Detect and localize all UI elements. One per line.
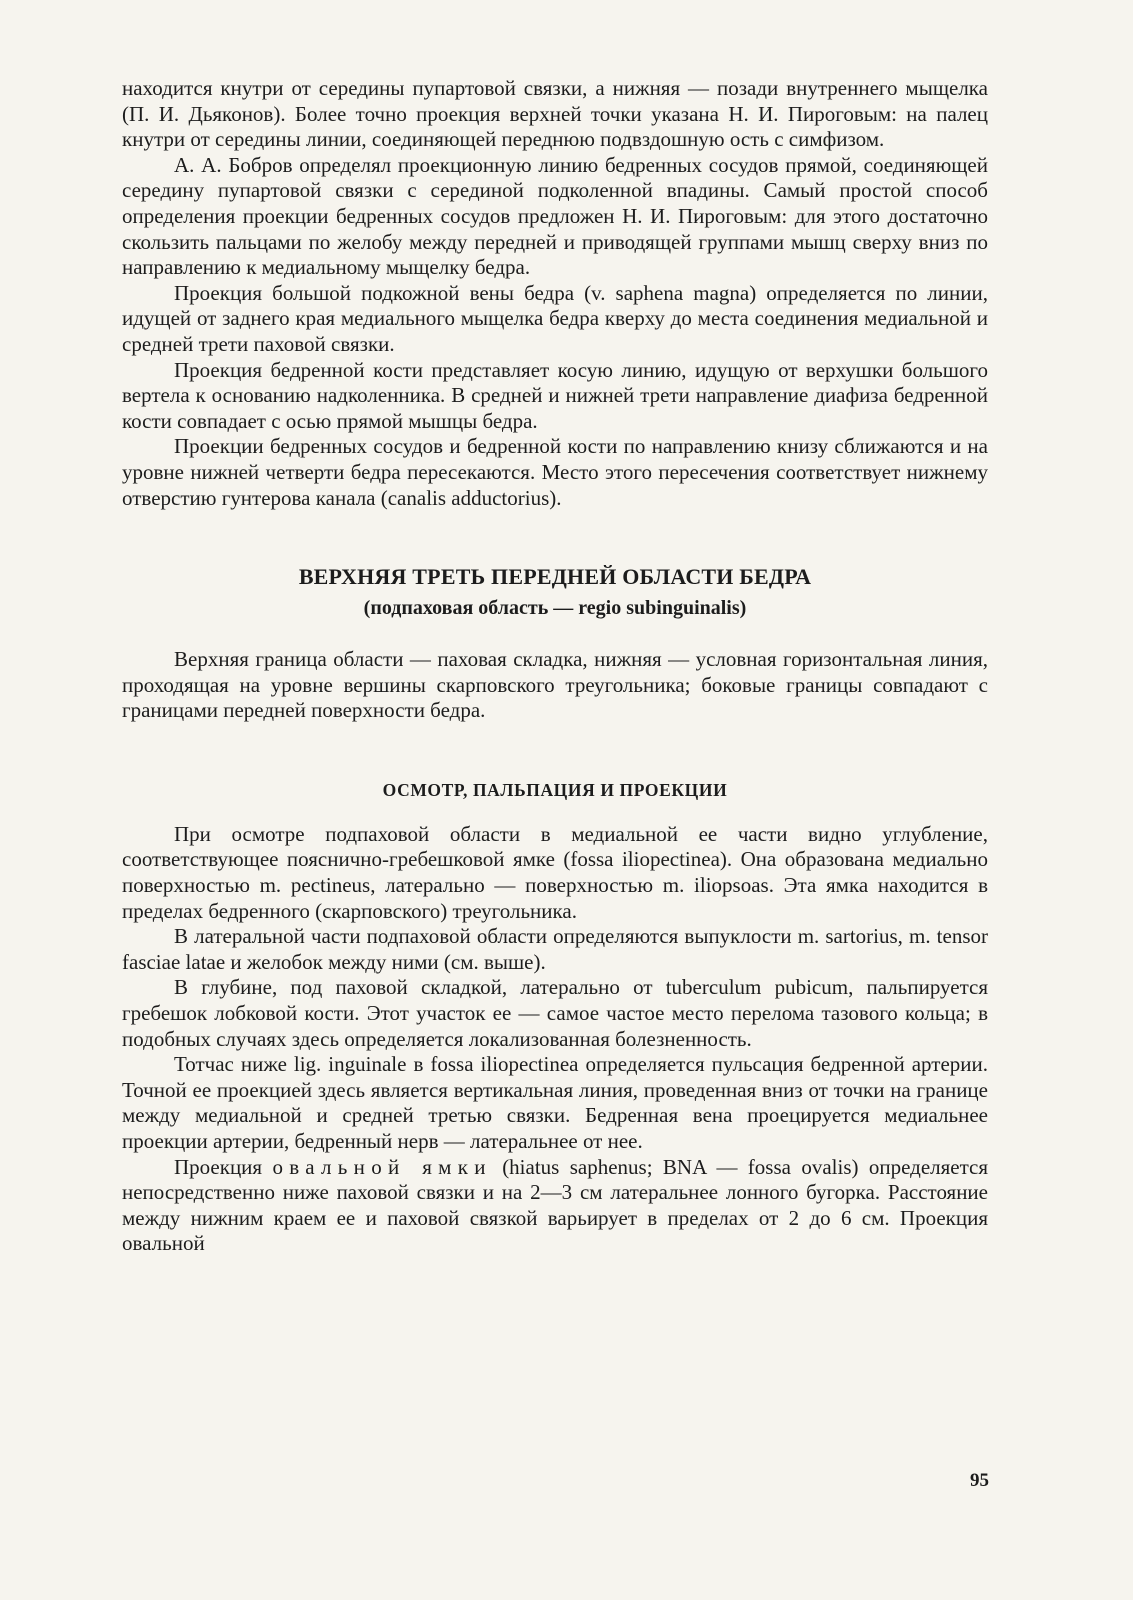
oval-fossa-rest: (hiatus saphenus; BNA — fossa ovalis) определяется непосредственно ниже паховой связки и на 2—3 см латеральнее лонного бугорка. Расстояние между нижним краем ее и паховой связкой варьирует в пределах от 2 до 6 см. Проекция овальной — [122, 1154, 989, 1256]
paragraph-bobrov: А. А. Бобров определял проекционную линию бедренных сосудов прямой, соединяющей середину пупартовой связки с серединой подколенной впадины. Самый простой способ определения проекции бедренных сосудов предложен Н. И. Пироговым: для этого достаточно скользить пальцами по желобу между передней и приводящей группами мышц сверху вниз по направлению к медиальному мыщелку бедра. — [122, 152, 988, 280]
paragraph-inspection: При осмотре подпаховой области в медиальной ее части видно углубление, соответствующее пояснично-гребешковой ямке (fossa iliopectinea). Она образована медиально поверхностью m. pectineus, латерально — поверхностью m. iliopsoas. Эта ямка находится в пределах бедренного (скарповского) треугольника. — [122, 821, 988, 923]
oval-fossa-lead: Проекция — [174, 1154, 263, 1179]
book-page — [122, 76, 988, 1257]
paragraph-palpation: В глубине, под паховой складкой, латерально от tuberculum pubicum, пальпируется гребешок лобковой кости. Этот участок ее — самое частое место перелома тазового кольца; в подобных случаях здесь определяется локализованная болезненность. — [122, 975, 988, 1051]
paragraph-pulsation: Тотчас ниже lig. inguinale в fossa iliopectinea определяется пульсация бедренной артерии. Точной ее проекцией здесь является вертикальная линия, проведенная вниз от точки на границе между медиальной и средней третью связки. Бедренная вена проецируется медиальнее проекции артерии, бедренный нерв — латеральнее от нее. — [122, 1052, 988, 1153]
paragraph-lateral: В латеральной части подпаховой области определяются выпуклости m. sartorius, m. tensor fasciae latae и желобок между ними (см. выше). — [122, 924, 988, 974]
subsection-heading: ОСМОТР, ПАЛЬПАЦИЯ И ПРОЕКЦИИ — [382, 779, 728, 800]
oval-fossa-term: овальной ямки — [272, 1154, 492, 1179]
section-subheading: (подпаховая область — regio subinguinalis) — [363, 597, 747, 620]
paragraph-saphena: Проекция большой подкожной вены бедра (v. saphena magna) определяется по линии, идущей от заднего края медиального мыщелка бедра кверху до места соединения медиальной и средней трети паховой связки. — [122, 280, 988, 356]
paragraph-femur: Проекция бедренной кости представляет косую линию, идущую от верхушки большого вертела к основанию надколенника. В средней и нижней трети направление диафиза бедренной кости совпадает с осью прямой мышцы бедра. — [122, 357, 988, 433]
page-number: 95 — [970, 1470, 989, 1491]
paragraph-continuation: находится кнутри от середины пупартовой связки, а нижняя — позади внутреннего мыщелка (П. И. Дьяконов). Более точно проекция верхней точки указана Н. И. Пироговым: на палец кнутри от середины линии, соединяющей переднюю подвздошную ость с симфизом. — [122, 76, 988, 152]
paragraph-boundaries: Верхняя граница области — паховая складка, нижняя — условная горизонтальная линия, проходящая на уровне вершины скарповского треугольника; боковые границы совпадают с границами передней поверхности бедра. — [122, 647, 988, 723]
paragraph-oval-fossa — [122, 1155, 988, 1257]
paragraph-intersection: Проекции бедренных сосудов и бедренной кости по направлению книзу сближаются и на уровне нижней четверти бедра пересекаются. Место этого пересечения соответствует нижнему отверстию гунтерова канала (canalis adductorius). — [122, 434, 988, 510]
section-heading: ВЕРХНЯЯ ТРЕТЬ ПЕРЕДНЕЙ ОБЛАСТИ БЕДРА — [298, 564, 812, 590]
